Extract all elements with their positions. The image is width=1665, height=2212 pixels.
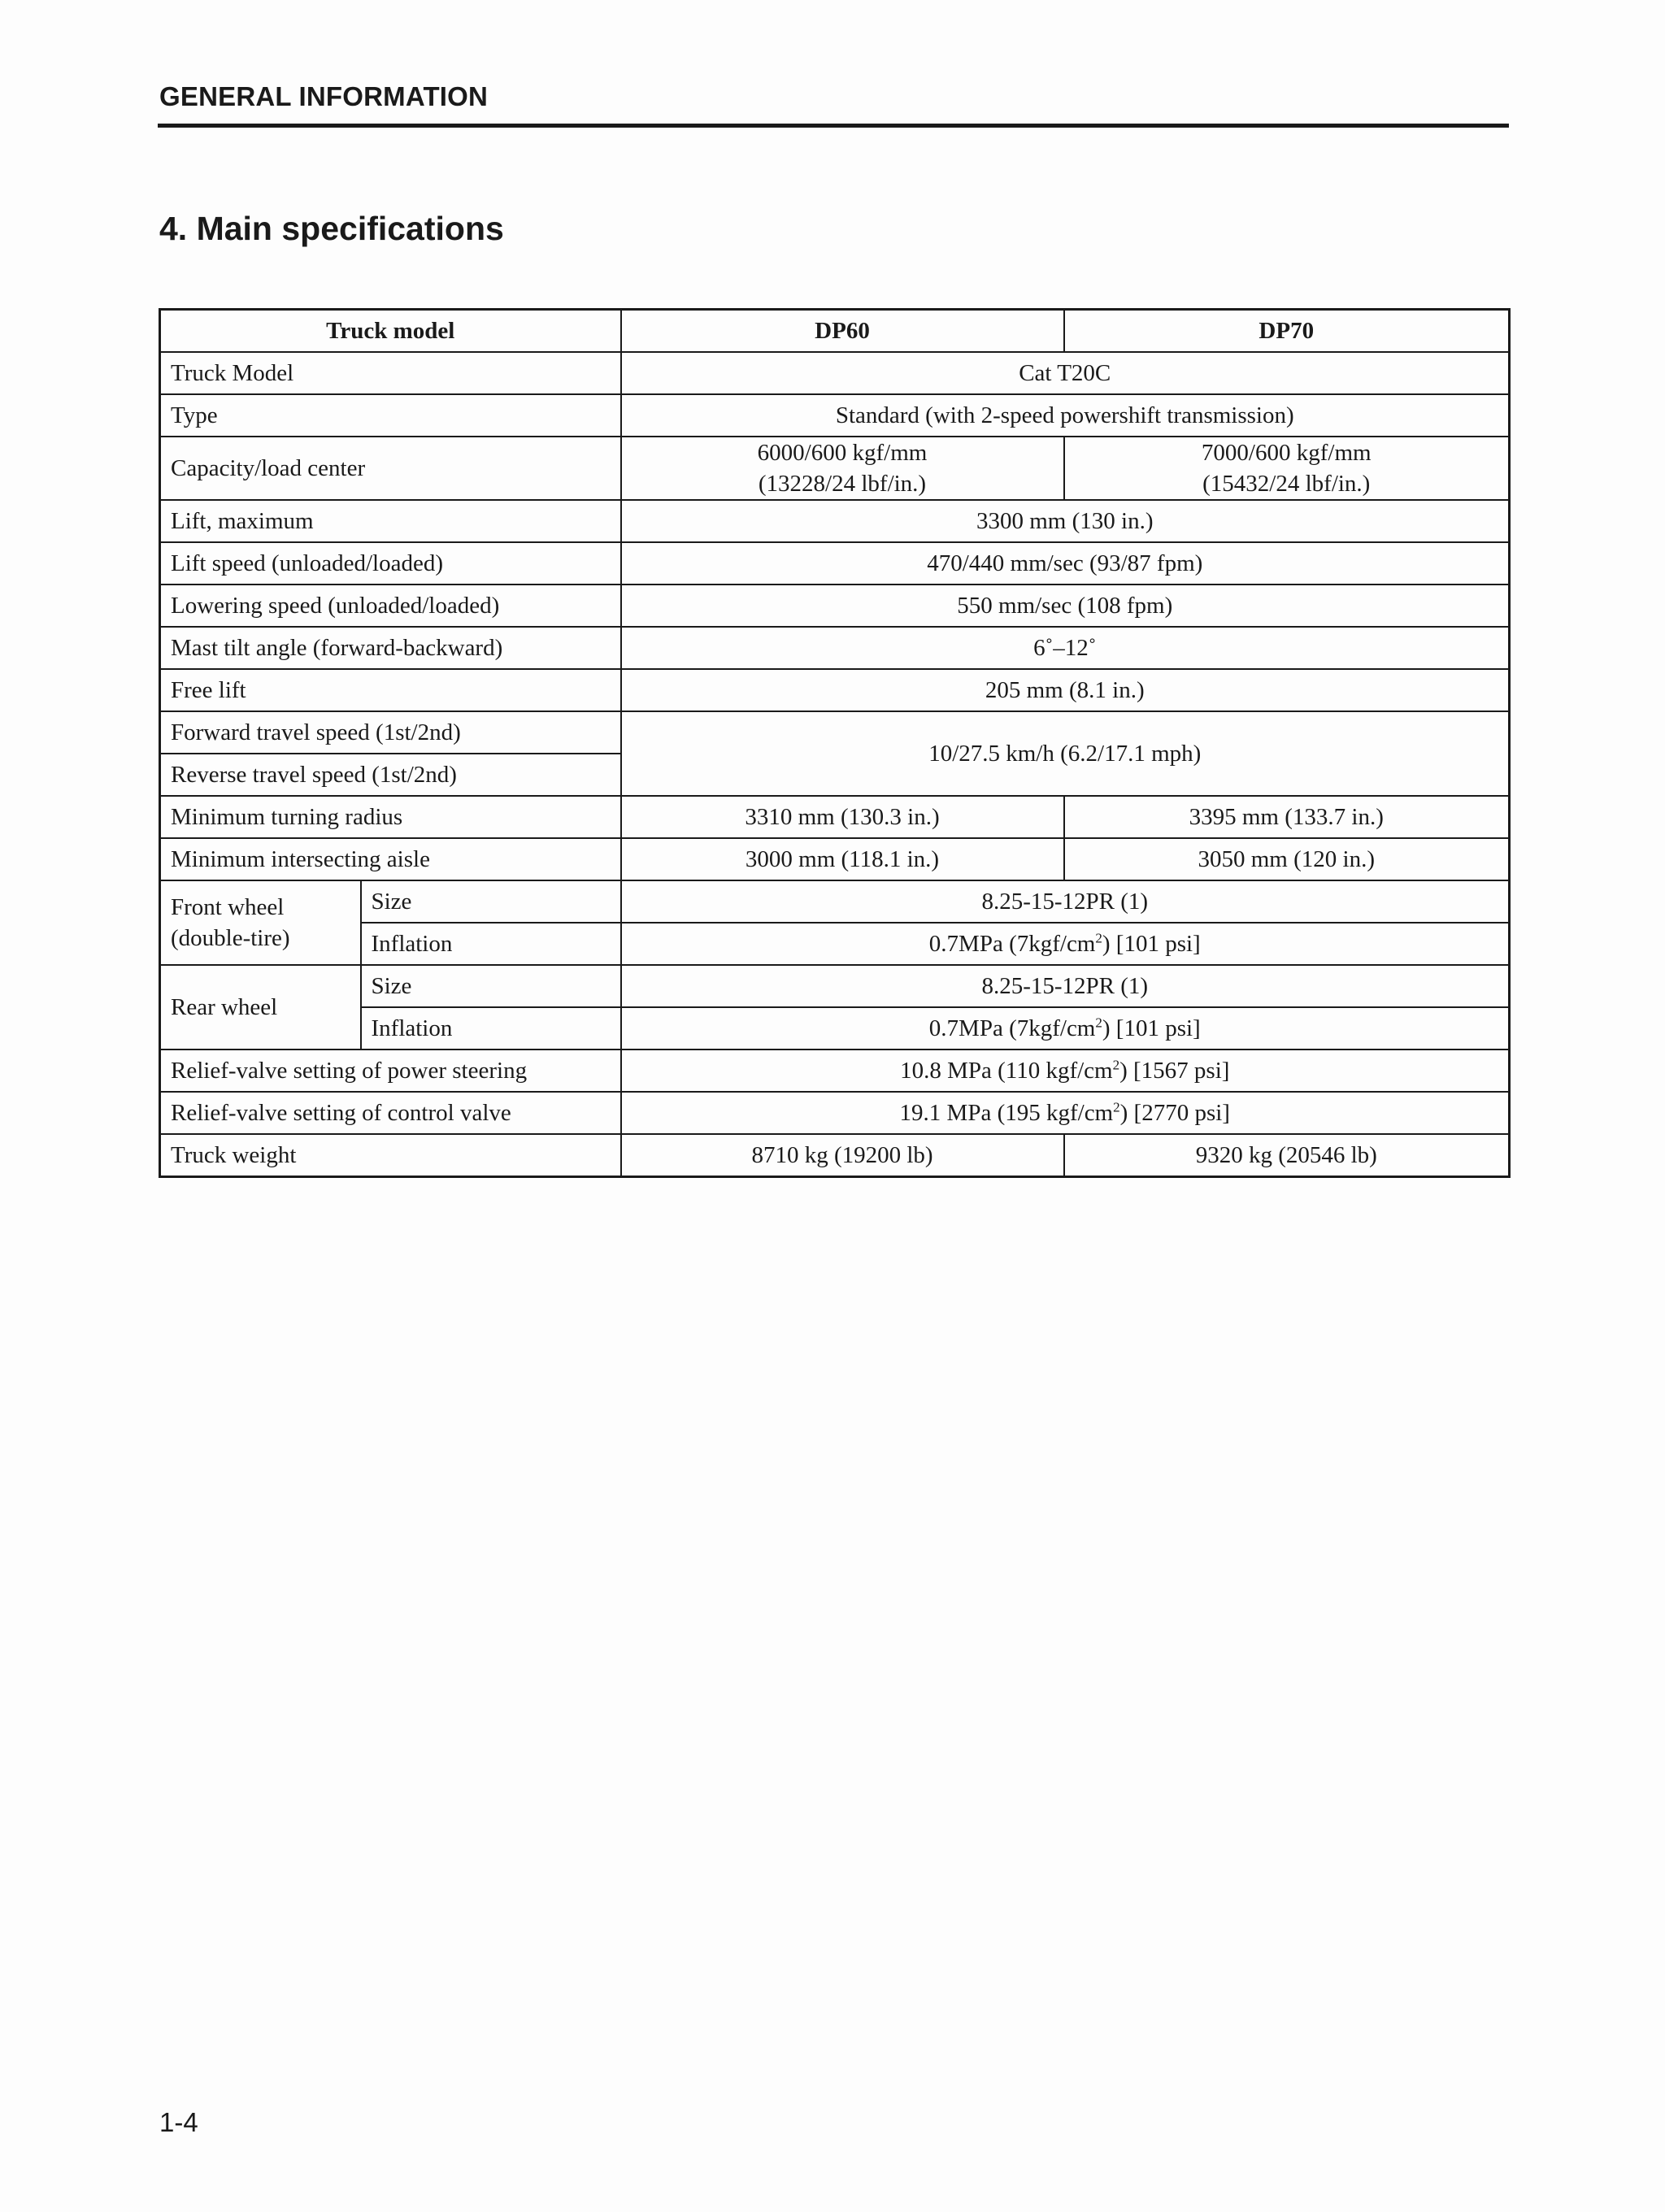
header-dp70: DP70 [1064,310,1510,353]
sub-label: Inflation [361,1007,621,1050]
row-value [621,1007,1510,1050]
row-value: 470/440 mm/sec (93/87 fpm) [621,542,1510,585]
value-text: 10.8 MPa (110 kgf/cm [900,1058,1113,1084]
row-value: 6˚–12˚ [621,627,1510,669]
table-row [160,1134,1510,1177]
section-title: 4. Main specifications [159,210,504,247]
page-number: 1-4 [159,2107,198,2137]
dp60-value [621,437,1064,500]
running-header: GENERAL INFORMATION [159,81,489,111]
value-text: ) [101 psi] [1102,1015,1201,1041]
row-label: Truck Model [160,352,621,394]
row-value: 8.25-15-12PR (1) [621,965,1510,1007]
value-text: 19.1 MPa (195 kgf/cm [899,1100,1114,1126]
table-row [160,1050,1510,1092]
row-value: 3300 mm (130 in.) [621,500,1510,542]
table-row [160,394,1510,437]
value-text: 0.7MPa (7kgf/cm [928,1015,1096,1041]
dp60-value: 3310 mm (130.3 in.) [621,796,1064,838]
dp70-capacity-line1: 7000/600 kgf/mm [1201,440,1372,466]
row-label: Relief-valve setting of power steering [160,1050,621,1092]
table-row [160,1007,1510,1050]
header-dp60: DP60 [621,310,1064,353]
table-row [160,500,1510,542]
table-row [160,880,1510,923]
table-row [160,669,1510,711]
travel-speed-value: 10/27.5 km/h (6.2/17.1 mph) [621,711,1510,796]
row-label: Capacity/load center [160,437,621,500]
table-row [160,796,1510,838]
dp60-capacity-line1: 6000/600 kgf/mm [757,440,928,466]
row-label: Reverse travel speed (1st/2nd) [160,754,621,796]
row-value [621,923,1510,965]
row-value: Cat T20C [621,352,1510,394]
dp70-capacity-line2: (15432/24 lbf/in.) [1202,471,1371,497]
dp70-value [1064,437,1510,500]
row-label: Lowering speed (unloaded/loaded) [160,585,621,627]
row-label: Truck weight [160,1134,621,1177]
dp60-capacity-line2: (13228/24 lbf/in.) [758,471,927,497]
row-label: Forward travel speed (1st/2nd) [160,711,621,754]
table-row [160,352,1510,394]
row-label: Type [160,394,621,437]
table-row [160,923,1510,965]
dp60-value: 8710 kg (19200 lb) [621,1134,1064,1177]
row-label: Lift speed (unloaded/loaded) [160,542,621,585]
dp70-value: 3050 mm (120 in.) [1064,838,1510,880]
row-value [621,1050,1510,1092]
table-row [160,838,1510,880]
row-label: Free lift [160,669,621,711]
dp60-value: 3000 mm (118.1 in.) [621,838,1064,880]
header-truck-model: Truck model [160,310,621,353]
row-label: Minimum intersecting aisle [160,838,621,880]
rear-wheel-label: Rear wheel [160,965,361,1050]
row-value: 205 mm (8.1 in.) [621,669,1510,711]
table-header-row [160,310,1510,353]
superscript: 2 [1095,930,1102,946]
row-value [621,1092,1510,1134]
dp70-value: 3395 mm (133.7 in.) [1064,796,1510,838]
row-value: 550 mm/sec (108 fpm) [621,585,1510,627]
superscript: 2 [1112,1057,1120,1073]
table-row [160,711,1510,754]
row-label: Relief-valve setting of control valve [160,1092,621,1134]
row-value: Standard (with 2-speed powershift transmission) [621,394,1510,437]
value-text: ) [2770 psi] [1119,1100,1230,1126]
table-row [160,585,1510,627]
superscript: 2 [1095,1015,1102,1031]
superscript: 2 [1113,1099,1120,1115]
sub-label: Size [361,965,621,1007]
table-row [160,965,1510,1007]
table-row [160,437,1510,500]
table-row [160,542,1510,585]
row-label: Lift, maximum [160,500,621,542]
specifications-table [159,308,1511,1178]
sub-label: Inflation [361,923,621,965]
sub-label: Size [361,880,621,923]
row-label: Minimum turning radius [160,796,621,838]
table-row [160,1092,1510,1134]
header-divider [158,124,1509,128]
value-text: ) [1567 psi] [1119,1058,1230,1084]
row-value: 8.25-15-12PR (1) [621,880,1510,923]
row-label: Mast tilt angle (forward-backward) [160,627,621,669]
value-text: 0.7MPa (7kgf/cm [928,931,1096,957]
table-row [160,627,1510,669]
dp70-value: 9320 kg (20546 lb) [1064,1134,1510,1177]
value-text: ) [101 psi] [1102,931,1201,957]
front-wheel-label: Front wheel (double-tire) [160,880,361,965]
